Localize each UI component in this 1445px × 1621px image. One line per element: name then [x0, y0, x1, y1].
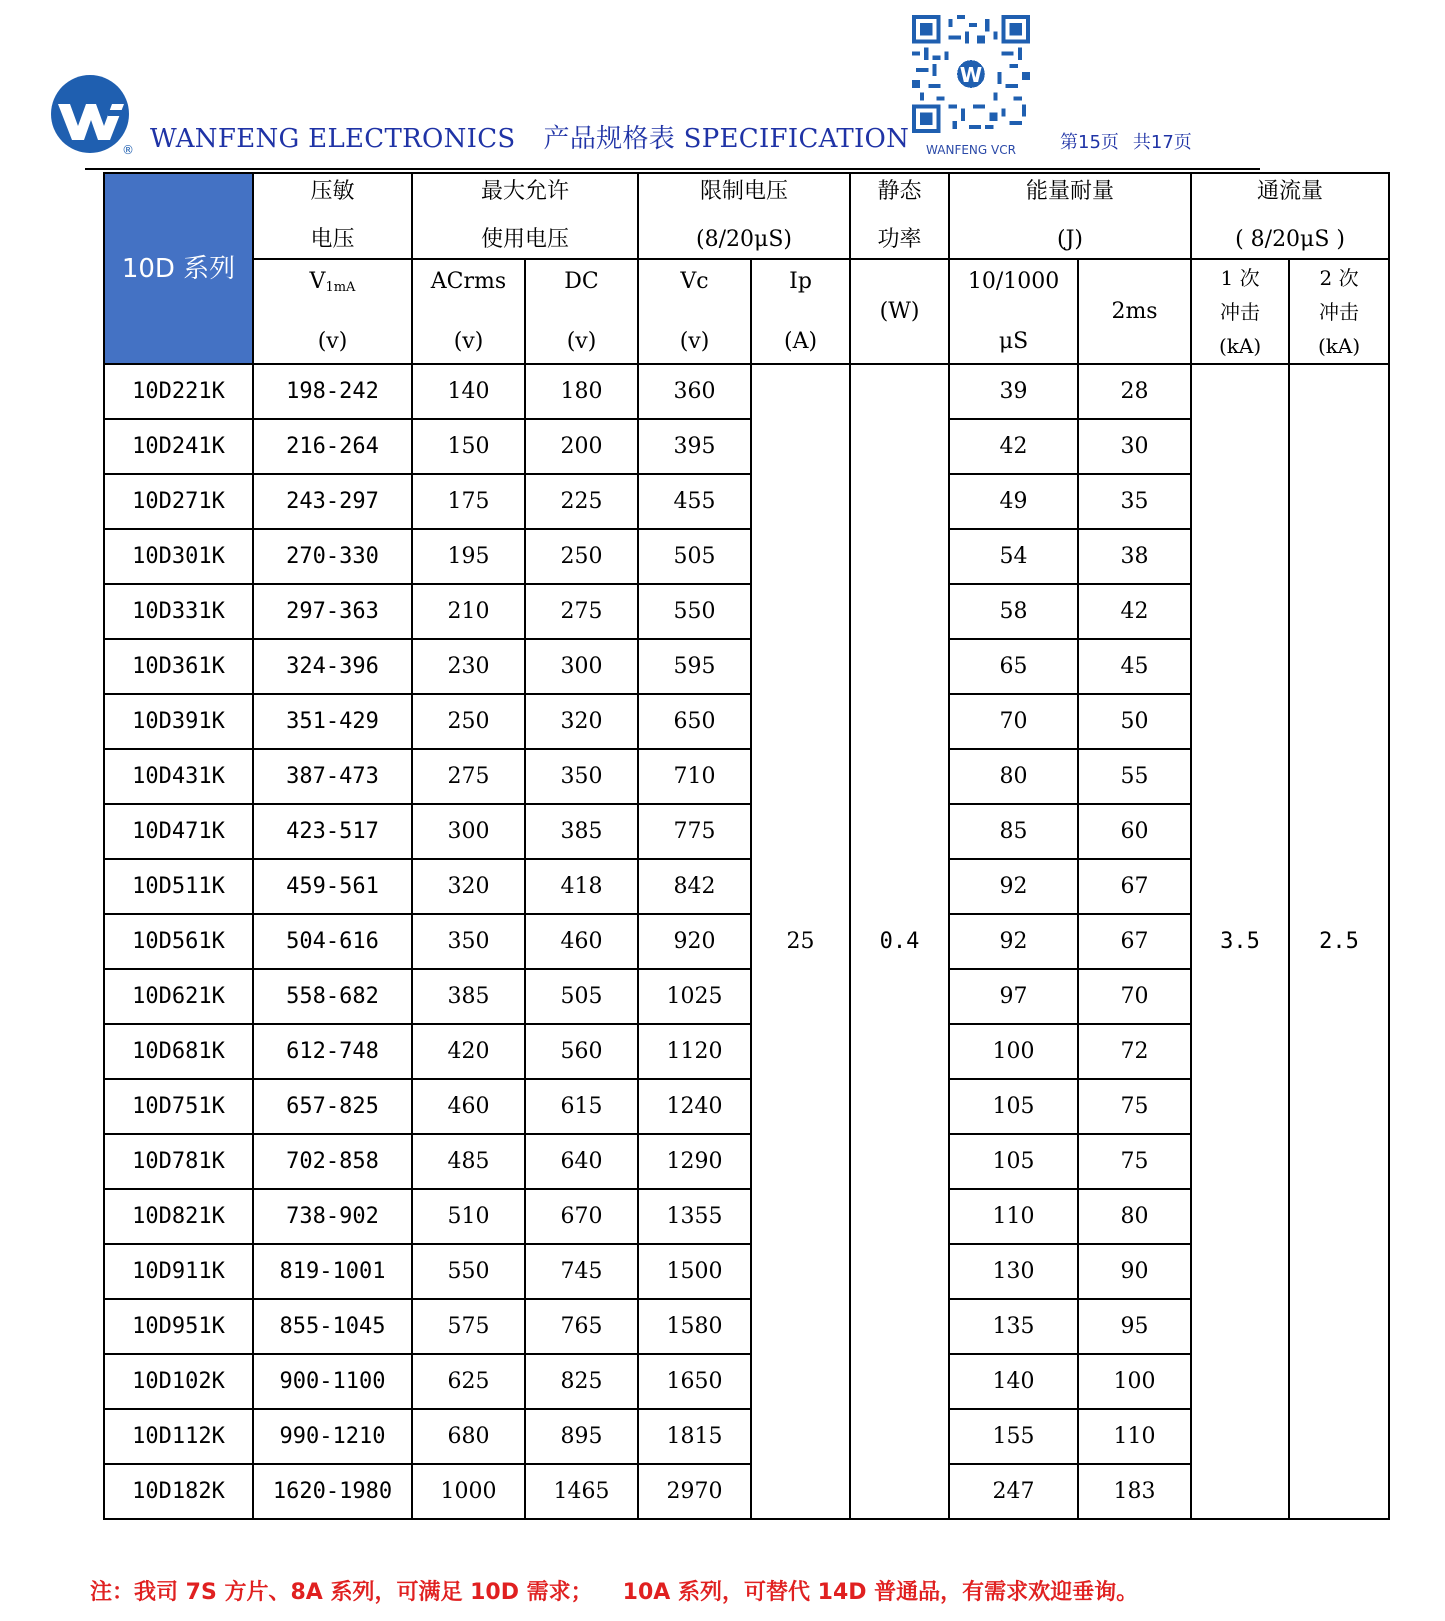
- cell-v1ma: 612-748: [253, 1024, 412, 1079]
- cell-model: 10D511K: [104, 859, 253, 914]
- cell-model: 10D621K: [104, 969, 253, 1024]
- cell-energy-10-1000: 92: [949, 914, 1078, 969]
- cell-v1ma: 657-825: [253, 1079, 412, 1134]
- cell-energy-10-1000: 105: [949, 1134, 1078, 1189]
- cell-energy-10-1000: 65: [949, 639, 1078, 694]
- cell-energy-10-1000: 130: [949, 1244, 1078, 1299]
- header-acrms: ACrms (v): [412, 259, 525, 364]
- cell-model: 10D751K: [104, 1079, 253, 1134]
- header-watt: (W): [850, 259, 949, 364]
- qr-logo-mark: W: [959, 63, 983, 88]
- cell-vc: 1580: [638, 1299, 751, 1354]
- cell-dc: 615: [525, 1079, 638, 1134]
- cell-energy-2ms: 67: [1078, 859, 1191, 914]
- cell-acrms: 625: [412, 1354, 525, 1409]
- cell-energy-2ms: 110: [1078, 1409, 1191, 1464]
- cell-vc: 650: [638, 694, 751, 749]
- header-surge-2x: 2 次 冲击 (kA): [1289, 259, 1389, 364]
- cell-dc: 505: [525, 969, 638, 1024]
- cell-energy-2ms: 72: [1078, 1024, 1191, 1079]
- header-energy-2ms: 2ms: [1078, 259, 1191, 364]
- company-name: WANFENG ELECTRONICS: [150, 124, 516, 154]
- cell-model: 10D781K: [104, 1134, 253, 1189]
- company-header: [150, 118, 909, 155]
- header-surge-current: 通流量 ( 8/20μS ): [1191, 173, 1389, 259]
- cell-energy-10-1000: 105: [949, 1079, 1078, 1134]
- header-v1ma: $V_{1mA}$ (v): [253, 259, 412, 364]
- cell-energy-2ms: 45: [1078, 639, 1191, 694]
- cell-energy-2ms: 60: [1078, 804, 1191, 859]
- cell-acrms: 250: [412, 694, 525, 749]
- cell-energy-2ms: 55: [1078, 749, 1191, 804]
- cell-energy-2ms: 67: [1078, 914, 1191, 969]
- cell-surge-1x: 3.5: [1191, 364, 1289, 1519]
- cell-energy-2ms: 70: [1078, 969, 1191, 1024]
- cell-acrms: 420: [412, 1024, 525, 1079]
- cell-dc: 320: [525, 694, 638, 749]
- cell-energy-2ms: 80: [1078, 1189, 1191, 1244]
- header-max-voltage: 最大允许 使用电压: [412, 173, 638, 259]
- cell-acrms: 195: [412, 529, 525, 584]
- qr-code: [912, 15, 1030, 133]
- cell-model: 10D431K: [104, 749, 253, 804]
- cell-vc: 505: [638, 529, 751, 584]
- cell-model: 10D561K: [104, 914, 253, 969]
- cell-energy-10-1000: 70: [949, 694, 1078, 749]
- cell-model: 10D271K: [104, 474, 253, 529]
- cell-model: 10D471K: [104, 804, 253, 859]
- cell-vc: 1355: [638, 1189, 751, 1244]
- cell-energy-2ms: 30: [1078, 419, 1191, 474]
- cell-model: 10D391K: [104, 694, 253, 749]
- header-static-power: 静态 功率: [850, 173, 949, 259]
- series-label: 10D 系列: [104, 173, 253, 364]
- header-dc: DC (v): [525, 259, 638, 364]
- cell-energy-10-1000: 135: [949, 1299, 1078, 1354]
- cell-energy-10-1000: 80: [949, 749, 1078, 804]
- cell-vc: 1290: [638, 1134, 751, 1189]
- cell-energy-2ms: 100: [1078, 1354, 1191, 1409]
- cell-v1ma: 324-396: [253, 639, 412, 694]
- cell-dc: 350: [525, 749, 638, 804]
- cell-vc: 1815: [638, 1409, 751, 1464]
- cell-energy-10-1000: 110: [949, 1189, 1078, 1244]
- footnote-part2: 10A 系列，可替代 14D 普通品，有需求欢迎垂询。: [622, 1580, 1139, 1605]
- cell-energy-10-1000: 58: [949, 584, 1078, 639]
- cell-dc: 225: [525, 474, 638, 529]
- cell-v1ma: 855-1045: [253, 1299, 412, 1354]
- page-current: 第15页: [1060, 132, 1119, 153]
- cell-acrms: 1000: [412, 1464, 525, 1519]
- cell-model: 10D951K: [104, 1299, 253, 1354]
- cell-v1ma: 504-616: [253, 914, 412, 969]
- cell-dc: 640: [525, 1134, 638, 1189]
- cell-model: 10D221K: [104, 364, 253, 419]
- cell-model: 10D821K: [104, 1189, 253, 1244]
- cell-acrms: 230: [412, 639, 525, 694]
- cell-model: 10D241K: [104, 419, 253, 474]
- cell-v1ma: 819-1001: [253, 1244, 412, 1299]
- cell-dc: 460: [525, 914, 638, 969]
- cell-acrms: 510: [412, 1189, 525, 1244]
- cell-acrms: 385: [412, 969, 525, 1024]
- cell-energy-2ms: 38: [1078, 529, 1191, 584]
- cell-v1ma: 423-517: [253, 804, 412, 859]
- footnote-part1: 注：我司 7S 方片、8A 系列，可满足 10D 需求；: [90, 1580, 593, 1605]
- cell-energy-2ms: 75: [1078, 1134, 1191, 1189]
- header-energy-10-1000: 10/1000 μS: [949, 259, 1078, 364]
- cell-vc: 775: [638, 804, 751, 859]
- header-surge-1x: 1 次 冲击 (kA): [1191, 259, 1289, 364]
- cell-acrms: 350: [412, 914, 525, 969]
- cell-v1ma: 738-902: [253, 1189, 412, 1244]
- cell-energy-10-1000: 49: [949, 474, 1078, 529]
- cell-dc: 275: [525, 584, 638, 639]
- cell-dc: 250: [525, 529, 638, 584]
- cell-energy-10-1000: 97: [949, 969, 1078, 1024]
- cell-vc: 595: [638, 639, 751, 694]
- cell-acrms: 300: [412, 804, 525, 859]
- footnote: [90, 1575, 1138, 1606]
- cell-vc: 455: [638, 474, 751, 529]
- cell-acrms: 140: [412, 364, 525, 419]
- cell-energy-2ms: 35: [1078, 474, 1191, 529]
- cell-dc: 300: [525, 639, 638, 694]
- cell-model: 10D102K: [104, 1354, 253, 1409]
- header-ip: Ip (A): [751, 259, 850, 364]
- header-clamp-voltage: 限制电压 (8/20μS): [638, 173, 850, 259]
- cell-model: 10D182K: [104, 1464, 253, 1519]
- cell-dc: 825: [525, 1354, 638, 1409]
- cell-acrms: 175: [412, 474, 525, 529]
- page-total: 共17页: [1132, 132, 1192, 153]
- header-vc: Vc (v): [638, 259, 751, 364]
- cell-dc: 765: [525, 1299, 638, 1354]
- cell-energy-10-1000: 92: [949, 859, 1078, 914]
- cell-energy-10-1000: 39: [949, 364, 1078, 419]
- spec-table: [103, 172, 1390, 1520]
- cell-vc: 1240: [638, 1079, 751, 1134]
- cell-energy-10-1000: 140: [949, 1354, 1078, 1409]
- cell-acrms: 320: [412, 859, 525, 914]
- cell-acrms: 150: [412, 419, 525, 474]
- cell-v1ma: 297-363: [253, 584, 412, 639]
- cell-acrms: 275: [412, 749, 525, 804]
- cell-model: 10D112K: [104, 1409, 253, 1464]
- qr-caption: WANFENG VCR: [926, 143, 1016, 157]
- cell-dc: 180: [525, 364, 638, 419]
- cell-v1ma: 558-682: [253, 969, 412, 1024]
- spec-title: 产品规格表 SPECIFICATION: [543, 124, 910, 154]
- cell-v1ma: 900-1100: [253, 1354, 412, 1409]
- company-logo: [50, 74, 132, 156]
- cell-vc: 1500: [638, 1244, 751, 1299]
- cell-energy-10-1000: 247: [949, 1464, 1078, 1519]
- cell-energy-10-1000: 100: [949, 1024, 1078, 1079]
- cell-v1ma: 243-297: [253, 474, 412, 529]
- cell-energy-10-1000: 54: [949, 529, 1078, 584]
- cell-vc: 1120: [638, 1024, 751, 1079]
- cell-dc: 745: [525, 1244, 638, 1299]
- cell-v1ma: 1620-1980: [253, 1464, 412, 1519]
- cell-ip: 25: [751, 364, 850, 1519]
- cell-dc: 200: [525, 419, 638, 474]
- cell-vc: 1025: [638, 969, 751, 1024]
- spec-table-body: [104, 364, 1389, 1519]
- cell-dc: 895: [525, 1409, 638, 1464]
- table-row: [104, 364, 1389, 419]
- cell-model: 10D331K: [104, 584, 253, 639]
- header-varistor: 压敏 电压: [253, 173, 412, 259]
- cell-energy-2ms: 50: [1078, 694, 1191, 749]
- cell-vc: 920: [638, 914, 751, 969]
- logo-registered-mark: ®: [122, 143, 134, 157]
- header-energy: 能量耐量 (J): [949, 173, 1191, 259]
- header-divider: [85, 168, 1260, 170]
- cell-acrms: 575: [412, 1299, 525, 1354]
- cell-acrms: 460: [412, 1079, 525, 1134]
- cell-model: 10D361K: [104, 639, 253, 694]
- cell-v1ma: 459-561: [253, 859, 412, 914]
- cell-dc: 418: [525, 859, 638, 914]
- cell-energy-10-1000: 85: [949, 804, 1078, 859]
- cell-v1ma: 198-242: [253, 364, 412, 419]
- cell-dc: 560: [525, 1024, 638, 1079]
- cell-model: 10D681K: [104, 1024, 253, 1079]
- cell-acrms: 485: [412, 1134, 525, 1189]
- cell-v1ma: 990-1210: [253, 1409, 412, 1464]
- cell-energy-2ms: 75: [1078, 1079, 1191, 1134]
- cell-v1ma: 351-429: [253, 694, 412, 749]
- cell-dc: 670: [525, 1189, 638, 1244]
- cell-acrms: 210: [412, 584, 525, 639]
- cell-vc: 550: [638, 584, 751, 639]
- cell-energy-10-1000: 155: [949, 1409, 1078, 1464]
- cell-v1ma: 216-264: [253, 419, 412, 474]
- cell-energy-2ms: 42: [1078, 584, 1191, 639]
- cell-v1ma: 387-473: [253, 749, 412, 804]
- cell-acrms: 680: [412, 1409, 525, 1464]
- cell-energy-2ms: 183: [1078, 1464, 1191, 1519]
- cell-model: 10D301K: [104, 529, 253, 584]
- cell-vc: 710: [638, 749, 751, 804]
- page-indicator: [1060, 128, 1192, 154]
- cell-vc: 842: [638, 859, 751, 914]
- cell-static-power: 0.4: [850, 364, 949, 1519]
- cell-v1ma: 270-330: [253, 529, 412, 584]
- cell-surge-2x: 2.5: [1289, 364, 1389, 1519]
- cell-dc: 1465: [525, 1464, 638, 1519]
- cell-v1ma: 702-858: [253, 1134, 412, 1189]
- cell-acrms: 550: [412, 1244, 525, 1299]
- cell-vc: 395: [638, 419, 751, 474]
- cell-dc: 385: [525, 804, 638, 859]
- cell-vc: 1650: [638, 1354, 751, 1409]
- cell-energy-2ms: 95: [1078, 1299, 1191, 1354]
- cell-vc: 2970: [638, 1464, 751, 1519]
- cell-energy-2ms: 28: [1078, 364, 1191, 419]
- cell-energy-2ms: 90: [1078, 1244, 1191, 1299]
- cell-energy-10-1000: 42: [949, 419, 1078, 474]
- cell-model: 10D911K: [104, 1244, 253, 1299]
- cell-vc: 360: [638, 364, 751, 419]
